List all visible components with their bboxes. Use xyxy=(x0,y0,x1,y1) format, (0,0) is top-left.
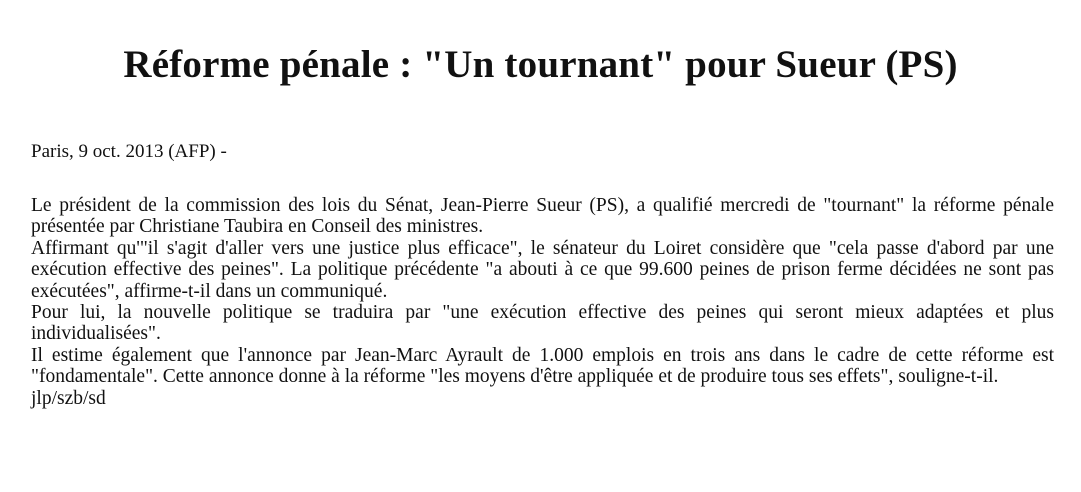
paragraph: Pour lui, la nouvelle politique se traduira par "une exécution effective des peines qui seront mieux adaptées et plus individualisées". xyxy=(31,302,1054,345)
paragraph: Affirmant qu'"il s'agit d'aller vers une justice plus efficace", le sénateur du Loiret considère que "cela passe d'abord par une exécution effective des peines". La politique précédente "a abouti à ce que 99.600 peines de prison ferme décidées ne sont pas exécutées", affirme-t-il dans un communiqué. xyxy=(31,237,1054,302)
paragraph: Il estime également que l'annonce par Jean-Marc Ayrault de 1.000 emplois en trois ans dans le cadre de cette réforme est "fondamentale". Cette annonce donne à la réforme "les moyens d'être appliquée et de produire tous ses effets", souligne-t-il. xyxy=(31,344,1054,388)
paragraph: Le président de la commission des lois du Sénat, Jean-Pierre Sueur (PS), a qualifié mercredi de "tournant" la réforme pénale présentée par Christiane Taubira en Conseil des ministres. xyxy=(31,195,1054,238)
dateline: Paris, 9 oct. 2013 (AFP) - xyxy=(31,141,227,162)
document-title: Réforme pénale : "Un tournant" pour Sueur (PS) xyxy=(123,43,958,86)
author-signature: jlp/szb/sd xyxy=(31,387,106,409)
article-body xyxy=(31,195,1054,409)
